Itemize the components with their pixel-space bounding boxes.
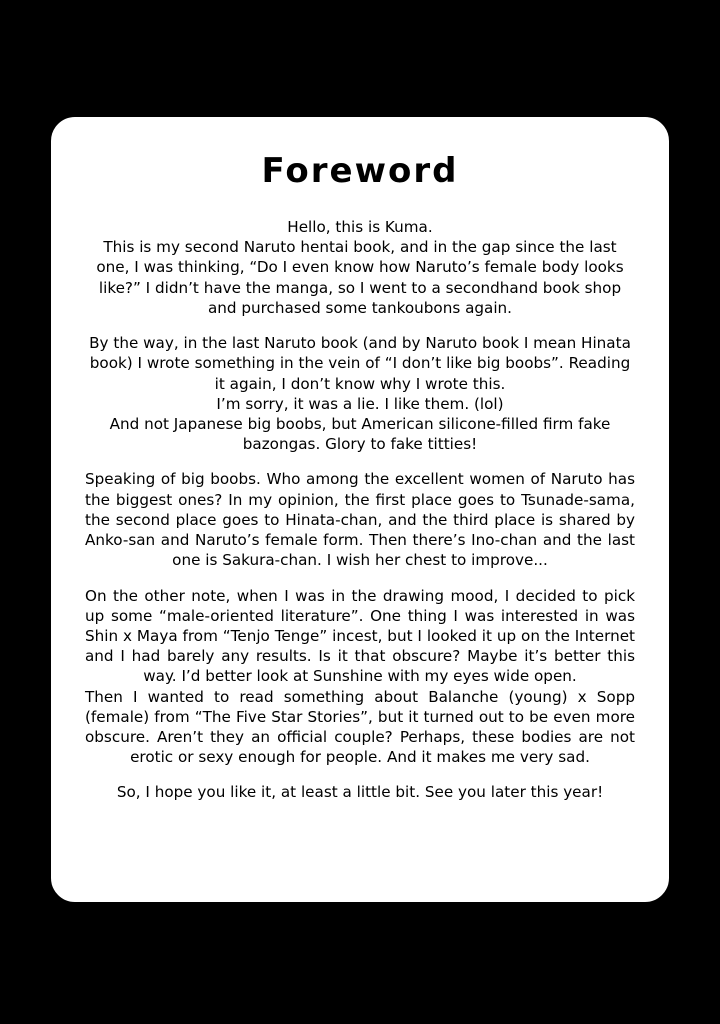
- paragraph-line: I’m sorry, it was a lie. I like them. (lol): [216, 394, 504, 413]
- paragraph-5: So, I hope you like it, at least a little bit. See you later this year!: [116, 783, 604, 802]
- paragraph-2: [85, 333, 635, 454]
- foreword-card: [47, 113, 673, 906]
- paragraph-line: Then I wanted to read something about Balanche (young) x Sopp (female) from “The Five Star Stories”, but it turned out to be even more obscure. Aren’t they an official couple? Perhaps, these bodies are not erotic or sexy enough for people. And it makes me very sad.: [85, 687, 635, 767]
- paragraph-line: This is my second Naruto hentai book, and in the gap since the last one, I was thinking, “Do I even know how Naruto’s female body looks like?” I didn’t have the manga, so I went to a secondhand book shop and purchased some tankoubons again.: [96, 238, 624, 317]
- paragraph-1: [85, 217, 635, 318]
- paragraph-4: [85, 586, 635, 768]
- paragraph-line: And not Japanese big boobs, but American silicone-filled firm fake bazongas. Glory to fake titties!: [109, 414, 611, 454]
- paragraph-line: Hello, this is Kuma.: [287, 218, 433, 236]
- page-title: Foreword: [261, 151, 459, 191]
- paragraph-3: Speaking of big boobs. Who among the excellent women of Naruto has the biggest ones? In my opinion, the first place goes to Tsunade-sama, the second place goes to Hinata-chan, and the third place is shared by Anko-san and Naruto’s female form. Then there’s Ino-chan and the last one is Sakura-chan. I wish her chest to improve...: [85, 470, 635, 570]
- paragraph-line: On the other note, when I was in the drawing mood, I decided to pick up some “male-oriented literature”. One thing I was interested in was Shin x Maya from “Tenjo Tenge” incest, but I looked it up on the Internet and I had barely any results. Is it that obscure? Maybe it’s better this way. I’d better look at Sunshine with my eyes wide open.: [85, 586, 635, 686]
- paragraph-line: By the way, in the last Naruto book (and by Naruto book I mean Hinata book) I wrote something in the vein of “I don’t like big boobs”. Reading it again, I don’t know why I wrote this.: [89, 334, 631, 393]
